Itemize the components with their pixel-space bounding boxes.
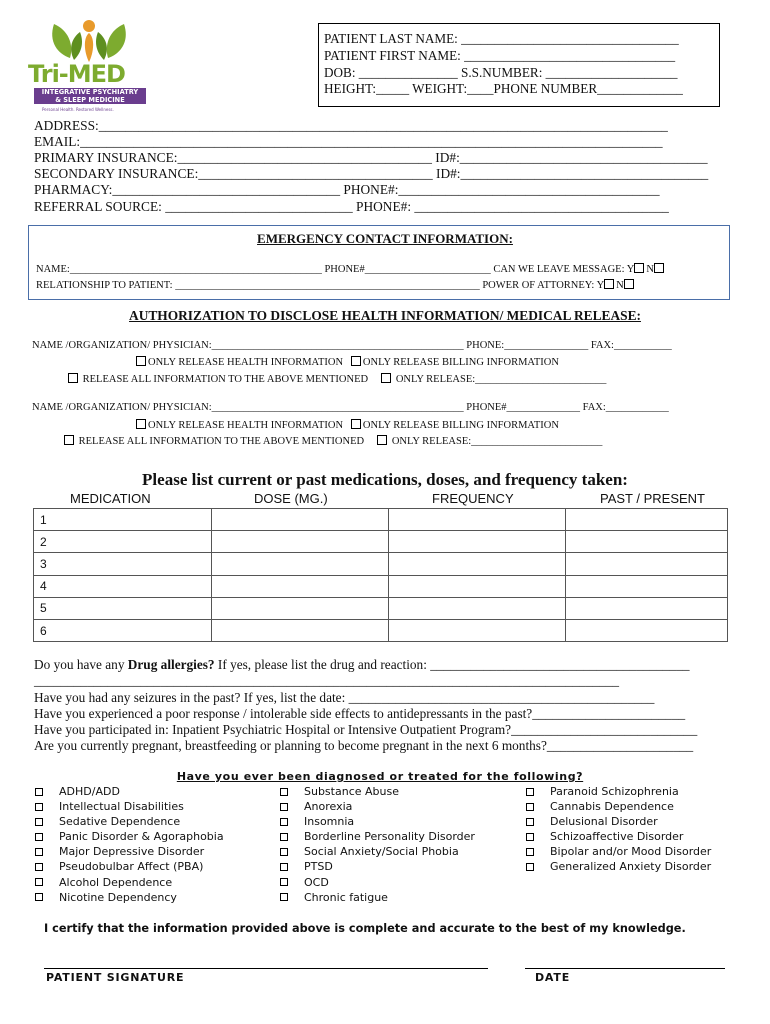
med-row-number[interactable]: 2 (34, 531, 212, 553)
table-row (34, 597, 728, 619)
diag-checkbox[interactable] (35, 863, 43, 871)
auth1-only-label: ONLY RELEASE:_________________________ (395, 374, 607, 385)
list-item[interactable] (32, 814, 224, 829)
table-row (34, 509, 728, 531)
list-item[interactable] (32, 799, 224, 814)
primary-insurance-field[interactable]: PRIMARY INSURANCE:______________________________________ ID#:_____________________________________ (34, 150, 708, 165)
diag-checkbox[interactable] (35, 788, 43, 796)
inpatient-question[interactable]: Have you participated in: Inpatient Psychiatric Hospital or Intensive Outpatient Program?____________________________ (34, 722, 698, 737)
auth2-all-label: RELEASE ALL INFORMATION TO THE ABOVE MENTIONED (78, 436, 365, 447)
logo-figure-icon (28, 18, 150, 64)
authorization-title: AUTHORIZATION TO DISCLOSE HEALTH INFORMATION/ MEDICAL RELEASE: (129, 308, 641, 323)
list-item[interactable] (277, 829, 475, 844)
q1-pre: Do you have any (34, 657, 128, 672)
diag-checkbox[interactable] (280, 848, 288, 856)
medications-title: Please list current or past medications, doses, and frequency taken: (142, 470, 628, 489)
q1-bold: Drug allergies? (127, 657, 215, 672)
medications-table (33, 508, 728, 642)
list-item[interactable] (277, 784, 475, 799)
dose-cell[interactable] (211, 575, 389, 597)
diag-checkbox[interactable] (526, 863, 534, 871)
list-item[interactable] (32, 890, 224, 905)
seizures-question[interactable]: Have you had any seizures in the past? If yes, list the date: ______________________________________________ (34, 690, 655, 705)
date-label: DATE (535, 971, 571, 984)
logo-band-line1: INTEGRATIVE PSYCHIATRY (41, 88, 139, 96)
past-present-cell[interactable] (566, 531, 728, 553)
diag-checkbox[interactable] (526, 833, 534, 841)
diag-checkbox[interactable] (280, 803, 288, 811)
emergency-relationship-line[interactable] (36, 279, 636, 291)
referral-source-field[interactable]: REFERRAL SOURCE: ____________________________ PHONE#: ______________________________________ (34, 199, 669, 214)
auth2-billing-checkbox[interactable] (351, 419, 361, 429)
emergency-contact-title: EMERGENCY CONTACT INFORMATION: (257, 231, 513, 246)
auth2-health-label: ONLY RELEASE HEALTH INFORMATION (148, 420, 344, 431)
certification-statement: I certify that the information provided above is complete and accurate to the best of my knowledge. (44, 922, 686, 935)
med-header-frequency: FREQUENCY (432, 491, 514, 506)
logo-subtitle-band (34, 88, 146, 104)
past-present-cell[interactable] (566, 509, 728, 531)
logo-band-line2: & SLEEP MEDICINE (55, 96, 125, 104)
diag-label: ADHD/ADD (59, 785, 120, 798)
diag-label: PTSD (304, 860, 333, 874)
list-item[interactable] (277, 875, 475, 890)
list-item[interactable] (32, 829, 224, 844)
first-name-field[interactable]: PATIENT FIRST NAME: ________________________________ (324, 48, 676, 63)
frequency-cell[interactable] (389, 531, 566, 553)
diag-label: Anorexia (304, 800, 353, 814)
message-no-checkbox[interactable] (654, 263, 664, 273)
message-no-label: N (646, 264, 654, 275)
poa-no-checkbox[interactable] (624, 279, 634, 289)
diag-checkbox[interactable] (35, 833, 43, 841)
diag-label: Sedative Dependence (59, 815, 181, 829)
diag-checkbox[interactable] (280, 833, 288, 841)
diag-checkbox[interactable] (280, 878, 288, 886)
diag-label: OCD (304, 875, 329, 889)
list-item[interactable] (523, 799, 711, 814)
list-item[interactable] (32, 844, 224, 859)
poa-no-label: N (616, 280, 624, 291)
diag-checkbox[interactable] (280, 788, 288, 796)
table-row (34, 531, 728, 553)
logo-tagline: Personal Health. Restored Wellness. (42, 107, 114, 112)
auth2-name-line[interactable]: NAME /ORGANIZATION/ PHYSICIAN:________________________________________________ PHONE#______________ FAX:____________ (32, 402, 669, 413)
diag-label: Nicotine Dependency (59, 890, 177, 904)
diag-label: Bipolar and/or Mood Disorder (550, 845, 712, 859)
diag-checkbox[interactable] (35, 803, 43, 811)
auth1-name-line[interactable]: NAME /ORGANIZATION/ PHYSICIAN:________________________________________________ PHONE:________________ FAX:___________ (32, 340, 672, 351)
diag-label: Intellectual Disabilities (59, 800, 184, 814)
diag-label: Cannabis Dependence (550, 800, 674, 814)
auth2-health-checkbox[interactable] (136, 419, 146, 429)
diag-label: Alcohol Dependence (59, 875, 173, 889)
diagnoses-col2 (277, 784, 475, 905)
frequency-cell[interactable] (389, 575, 566, 597)
med-header-dose: DOSE (MG.) (254, 491, 328, 506)
list-item[interactable] (523, 829, 711, 844)
frequency-cell[interactable] (389, 597, 566, 619)
emergency-name-text: NAME:________________________________________________ PHONE#________________________ CAN WE LEAVE MESSAGE: Y (36, 264, 635, 275)
dose-cell[interactable] (211, 531, 389, 553)
height-weight-phone-field[interactable]: HEIGHT:_____ WEIGHT:____PHONE NUMBER_____________ (324, 81, 683, 96)
med-header-medication: MEDICATION (70, 491, 151, 506)
diag-checkbox[interactable] (526, 818, 534, 826)
med-header-past-present: PAST / PRESENT (600, 491, 705, 506)
med-row-number[interactable]: 1 (34, 509, 212, 531)
diag-label: Social Anxiety/Social Phobia (304, 845, 459, 859)
diag-label: Substance Abuse (304, 785, 399, 798)
med-row-number[interactable]: 4 (34, 575, 212, 597)
drug-allergies-question[interactable] (34, 657, 690, 673)
auth2-options-row2 (64, 435, 602, 447)
diag-checkbox[interactable] (280, 863, 288, 871)
dob-ssn-field[interactable]: DOB: _______________ S.S.NUMBER: ____________________ (324, 65, 678, 80)
diag-label: Delusional Disorder (550, 815, 658, 829)
diag-label: Panic Disorder & Agoraphobia (59, 830, 224, 844)
list-item[interactable] (277, 890, 475, 905)
auth2-all-checkbox[interactable] (64, 435, 74, 445)
auth1-health-label: ONLY RELEASE HEALTH INFORMATION (148, 357, 344, 368)
diagnoses-col3 (523, 784, 711, 875)
auth1-all-checkbox[interactable] (68, 373, 78, 383)
dose-cell[interactable] (211, 597, 389, 619)
med-row-number[interactable]: 5 (34, 597, 212, 619)
med-row-number[interactable]: 3 (34, 553, 212, 575)
secondary-insurance-field[interactable]: SECONDARY INSURANCE:___________________________________ ID#:_____________________________________ (34, 166, 709, 181)
auth2-only-checkbox[interactable] (377, 435, 387, 445)
diag-label: Chronic fatigue (304, 890, 388, 904)
past-present-cell[interactable] (566, 619, 728, 641)
past-present-cell[interactable] (566, 597, 728, 619)
dose-cell[interactable] (211, 553, 389, 575)
clinic-logo (28, 18, 150, 118)
list-item[interactable] (277, 859, 475, 874)
diag-checkbox[interactable] (35, 848, 43, 856)
auth1-only-checkbox[interactable] (381, 373, 391, 383)
med-row-number[interactable]: 6 (34, 619, 212, 641)
diag-label: Borderline Personality Disorder (304, 830, 475, 844)
diag-checkbox[interactable] (526, 788, 534, 796)
list-item[interactable] (523, 814, 711, 829)
list-item[interactable] (523, 784, 711, 799)
diagnoses-col1 (32, 784, 224, 905)
diag-label: Pseudobulbar Affect (PBA) (59, 860, 204, 874)
auth1-all-label: RELEASE ALL INFORMATION TO THE ABOVE MENTIONED (82, 374, 369, 385)
auth2-only-label: ONLY RELEASE:_________________________ (391, 436, 603, 447)
diag-checkbox[interactable] (35, 878, 43, 886)
diag-checkbox[interactable] (280, 818, 288, 826)
auth1-billing-checkbox[interactable] (351, 356, 361, 366)
diag-label: Schizoaffective Disorder (550, 830, 684, 844)
message-yes-checkbox[interactable] (634, 263, 644, 273)
address-field[interactable]: ADDRESS:_____________________________________________________________________________________ (34, 118, 668, 133)
diagnoses-title: Have you ever been diagnosed or treated for the following? (176, 770, 584, 783)
diag-label: Paranoid Schizophrenia (550, 785, 679, 798)
frequency-cell[interactable] (389, 553, 566, 575)
list-item[interactable] (523, 844, 711, 859)
past-present-cell[interactable] (566, 553, 728, 575)
list-item[interactable] (277, 799, 475, 814)
diag-checkbox[interactable] (35, 893, 43, 901)
patient-signature-label: PATIENT SIGNATURE (46, 971, 185, 984)
auth2-options-row1 (136, 419, 559, 431)
auth1-options-row2 (68, 373, 606, 385)
list-item[interactable] (32, 784, 224, 799)
patient-signature-line[interactable] (44, 968, 488, 969)
table-row (34, 619, 728, 641)
frequency-cell[interactable] (389, 619, 566, 641)
antidepressant-question[interactable]: Have you experienced a poor response / intolerable side effects to antidepressants in the past?_______________________ (34, 706, 686, 721)
dose-cell[interactable] (211, 509, 389, 531)
diag-checkbox[interactable] (35, 818, 43, 826)
dose-cell[interactable] (211, 619, 389, 641)
list-item[interactable] (277, 814, 475, 829)
relationship-text: RELATIONSHIP TO PATIENT: __________________________________________________________ POWER OF ATTORNEY: Y (36, 280, 605, 291)
auth1-health-checkbox[interactable] (136, 356, 146, 366)
email-field[interactable]: EMAIL:_______________________________________________________________________________________ (34, 134, 663, 149)
frequency-cell[interactable] (389, 509, 566, 531)
auth2-billing-label: ONLY RELEASE BILLING INFORMATION (362, 420, 559, 431)
diag-label: Generalized Anxiety Disorder (550, 860, 712, 874)
date-line[interactable] (525, 968, 725, 969)
list-item[interactable] (32, 859, 224, 874)
table-row (34, 575, 728, 597)
diag-checkbox[interactable] (280, 893, 288, 901)
list-item[interactable] (277, 844, 475, 859)
list-item[interactable] (523, 859, 711, 874)
diag-checkbox[interactable] (526, 848, 534, 856)
pregnancy-question[interactable]: Are you currently pregnant, breastfeeding or planning to become pregnant in the next 6 months?______________________ (34, 738, 694, 753)
diag-label: Insomnia (304, 815, 355, 829)
q1-post: If yes, please list the drug and reaction: _______________________________________ (214, 657, 690, 672)
auth1-billing-label: ONLY RELEASE BILLING INFORMATION (362, 357, 559, 368)
pharmacy-field[interactable]: PHARMACY:__________________________________ PHONE#:_______________________________________ (34, 182, 660, 197)
table-row (34, 553, 728, 575)
diag-label: Major Depressive Disorder (59, 845, 205, 859)
poa-yes-checkbox[interactable] (604, 279, 614, 289)
diag-checkbox[interactable] (526, 803, 534, 811)
last-name-field[interactable]: PATIENT LAST NAME: _________________________________ (324, 31, 679, 46)
logo-wordmark: Tri-MED (28, 60, 125, 88)
drug-allergies-continued[interactable]: ________________________________________________________________________________________ (34, 673, 620, 688)
past-present-cell[interactable] (566, 575, 728, 597)
list-item[interactable] (32, 875, 224, 890)
auth1-options-row1 (136, 356, 559, 368)
emergency-name-line[interactable] (36, 263, 666, 275)
